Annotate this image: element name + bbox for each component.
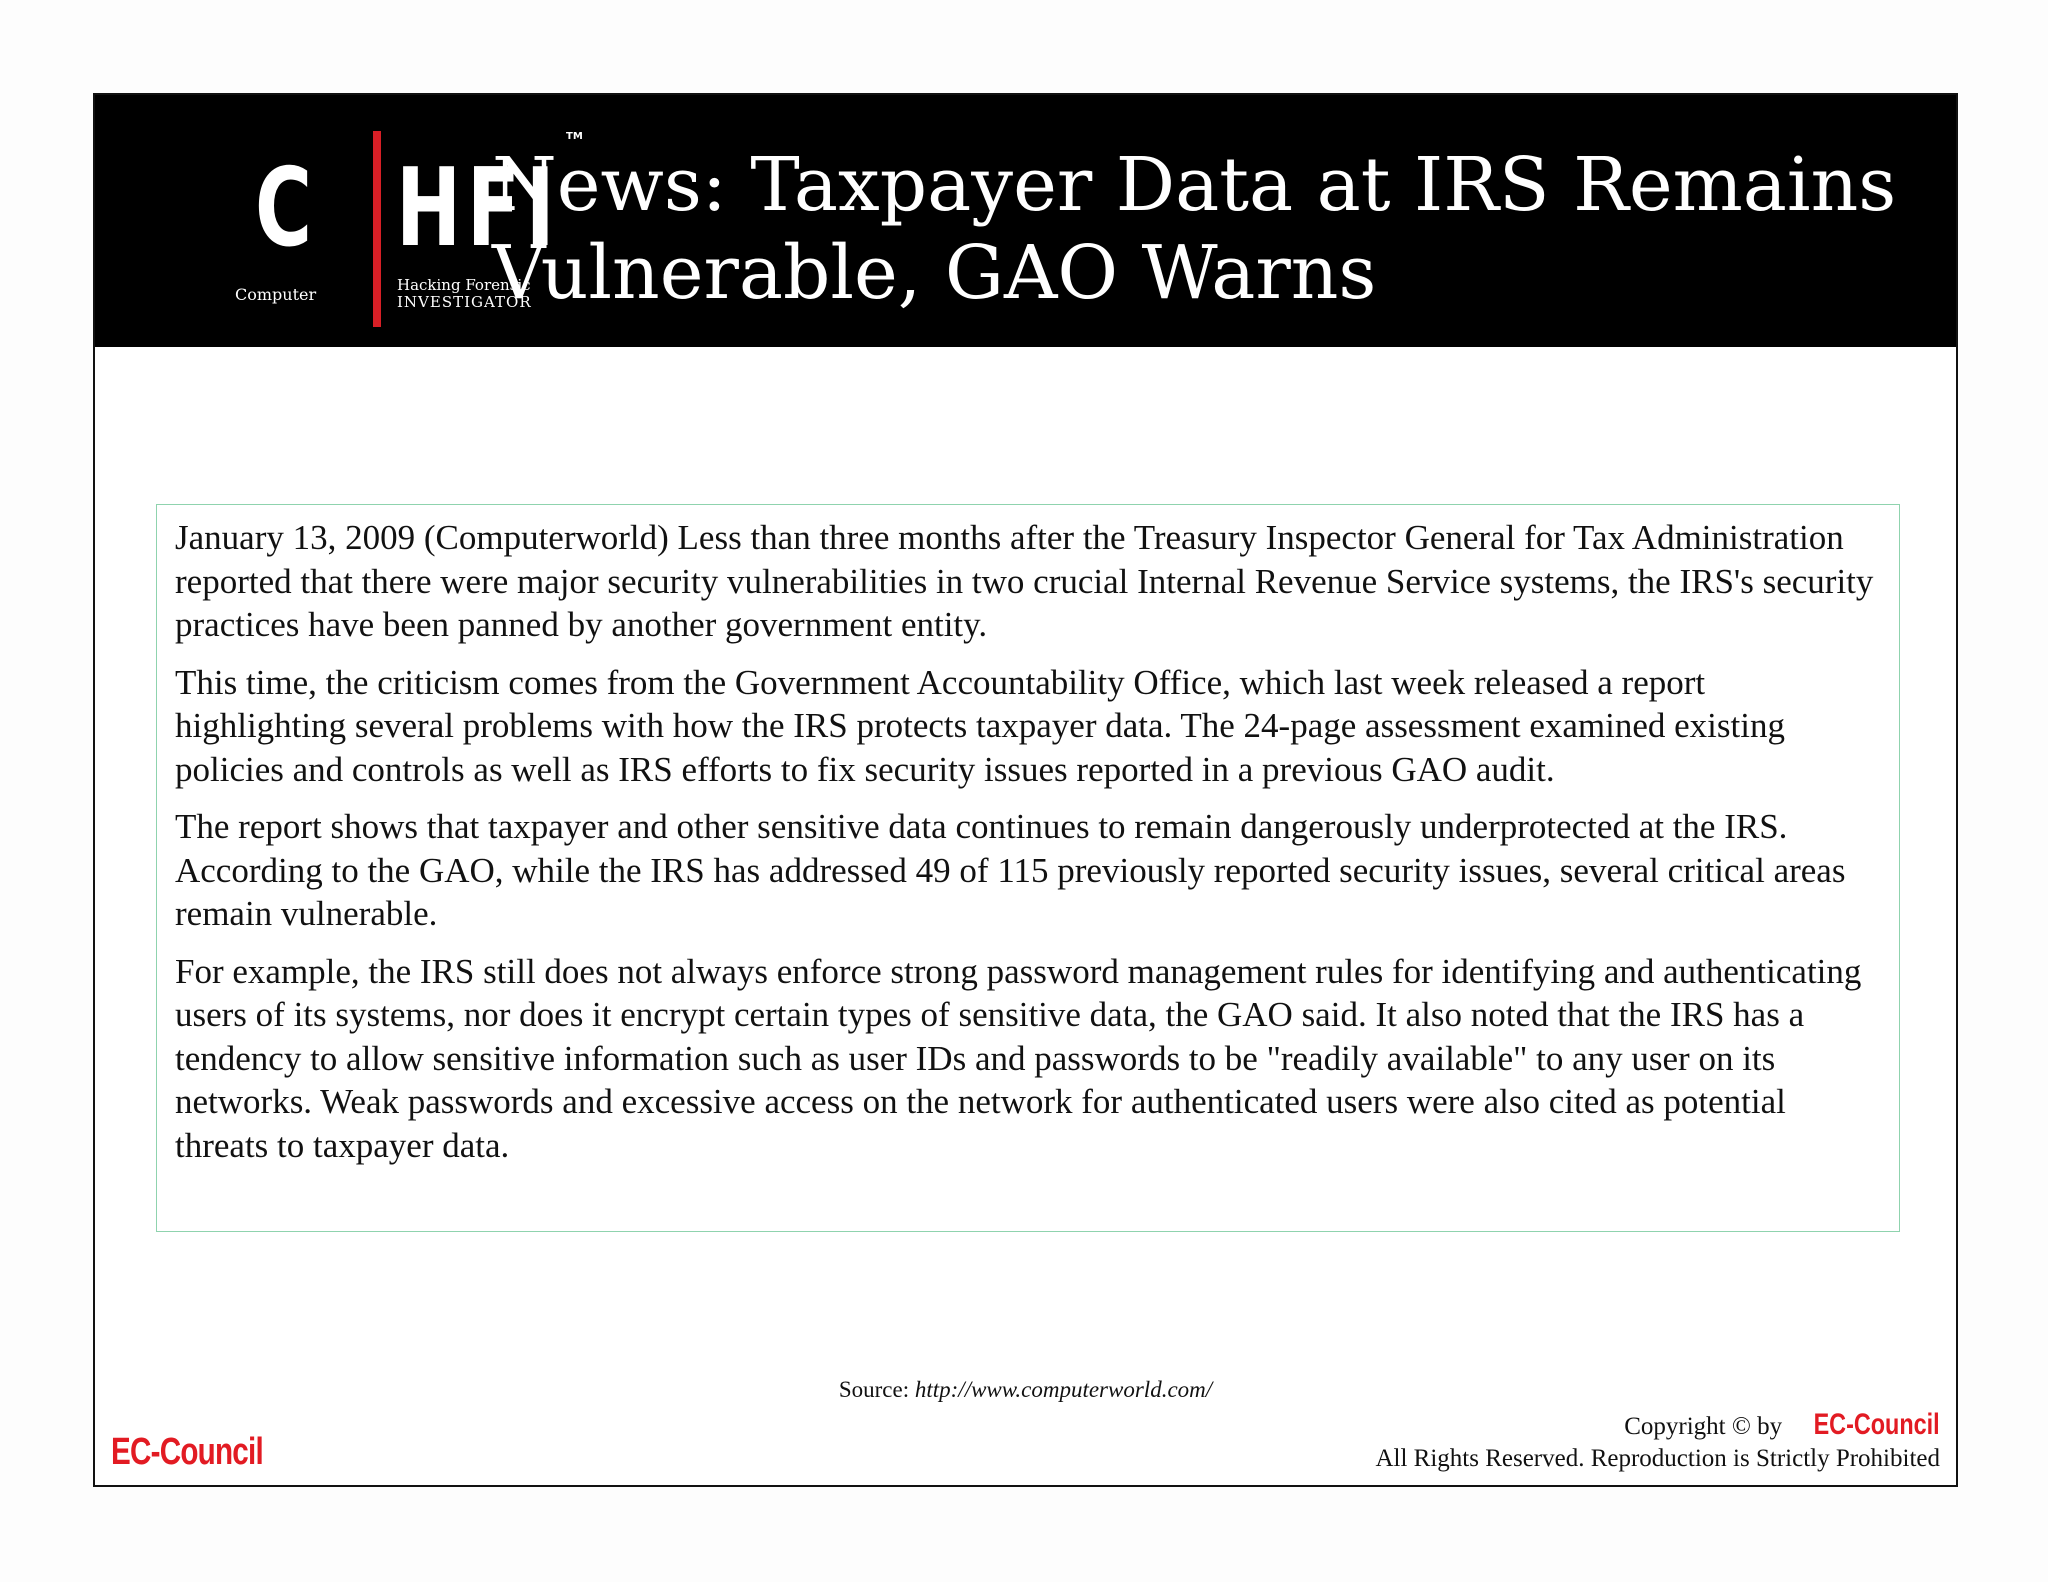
logo-investigator-text: INVESTIGATOR [397, 293, 532, 311]
copyright-brand: EC-Council [1813, 1408, 1940, 1441]
chfi-logo [135, 111, 583, 341]
slide [93, 93, 1958, 1487]
copyright-notice [1375, 1409, 1940, 1475]
header-banner [95, 95, 1956, 347]
source-label: Source: [838, 1377, 915, 1402]
source-line [95, 1377, 1956, 1403]
logo-trademark: TM [566, 131, 583, 142]
ec-council-logo: EC-Council [111, 1431, 263, 1473]
article-box [156, 504, 1900, 1232]
rights-text: All Rights Reserved. Reproduction is Strictly Prohibited [1375, 1445, 1940, 1472]
source-link[interactable]: http://www.computerworld.com/ [914, 1377, 1213, 1402]
article-paragraph-4: For example, the IRS still does not always enforce strong password management rules for identifying and authenticating users of its systems, nor does it encrypt certain types of sensitive data, the GAO said. It also noted that the IRS has a tendency to allow sensitive information such as user IDs and passwords to be "readily available" to any user on its networks. Weak passwords and excessive access on the network for authenticated users were also cited as potential threats to taxpayer data. [175, 951, 1862, 1165]
copyright-prefix: Copyright © by [1624, 1413, 1789, 1440]
logo-computer-text: Computer [235, 285, 317, 304]
copyright-line [1375, 1409, 1940, 1443]
logo-letters-hfi: HFI [396, 146, 561, 271]
logo-letter-c: C [255, 146, 313, 271]
article-paragraph-2: This time, the criticism comes from the Government Accountability Office, which last week released a report highlighting several problems with how the IRS protects taxpayer data. The 24-page assessment examined existing policies and controls as well as IRS efforts to fix security issues reported in a previous GAO audit. [175, 662, 1785, 789]
page-title: News: Taxpayer Data at IRS Remains Vulnerable, GAO Warns [492, 142, 1897, 316]
article-paragraph-1: January 13, 2009 (Computerworld) Less than three months after the Treasury Inspector General for Tax Administration reported that there were major security vulnerabilities in two crucial Internal Revenue Service systems, the IRS's security practices have been panned by another government entity. [175, 518, 1874, 644]
article-paragraph-3: The report shows that taxpayer and other sensitive data continues to remain dangerously underprotected at the IRS. According to the GAO, while the IRS has addressed 49 of 115 previously reported security issues, several critical areas remain vulnerable. [175, 807, 1846, 933]
logo-hacking-forensic-text: Hacking Forensic [397, 276, 531, 294]
logo-red-bar [373, 131, 381, 327]
